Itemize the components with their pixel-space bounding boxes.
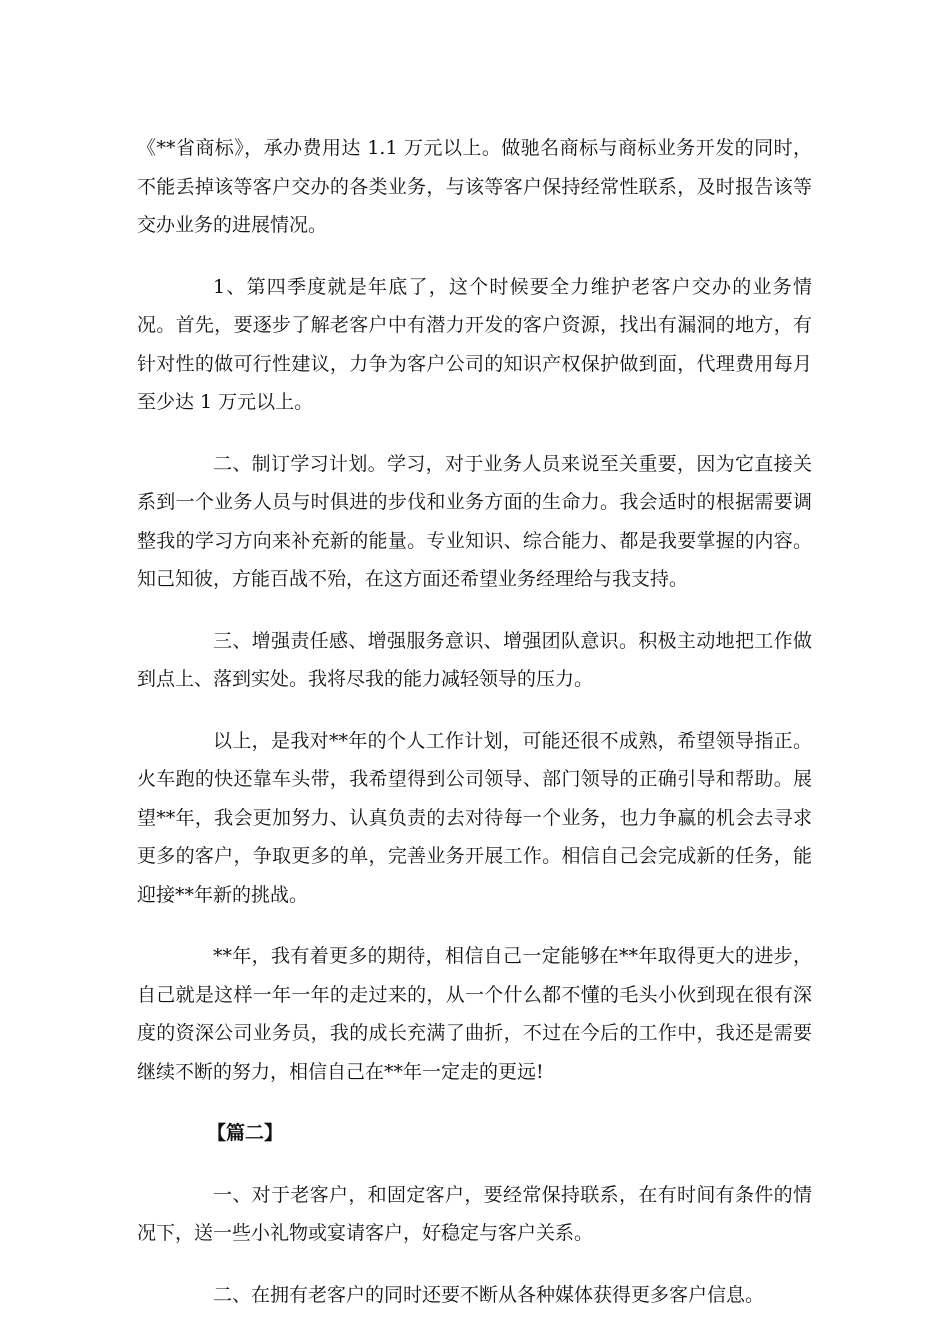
paragraph-conclusion: 以上，是我对**年的个人工作计划，可能还很不成熟，希望领导指正。火车跑的快还靠车头带，我希望得到公司领导、部门领导的正确引导和帮助。展望**年，我会更加努力、认真负责的去对待每一个业务，也力争赢的机会去寻求更多的客户，争取更多的单，完善业务开展工作。相信自己会完成新的任务，能迎接**年新的挑战。 [137, 729, 812, 906]
paragraph-point-3: 三、增强责任感、增强服务意识、增强团队意识。积极主动地把工作做到点上、落到实处。我将尽我的能力减轻领导的压力。 [137, 629, 812, 690]
paragraph-point-1: 1、第四季度就是年底了，这个时候要全力维护老客户交办的业务情况。首先，要逐步了解老客户中有潜力开发的客户资源，找出有漏洞的地方，有针对性的做可行性建议，力争为客户公司的知识产权保护做到面，代理费用每月至少达 1 万元以上。 [137, 275, 812, 413]
document-page [137, 129, 812, 1314]
paragraph-expectation: **年，我有着更多的期待，相信自己一定能够在**年取得更大的进步，自己就是这样一年一年的走过来的，从一个什么都不懂的毛头小伙到现在很有深度的资深公司业务员，我的成长充满了曲折，不过在今后的工作中，我还是需要继续不断的努力，相信自己在**年一定走的更远! [137, 945, 812, 1083]
section-paragraph-2: 二、在拥有老客户的同时还要不断从各种媒体获得更多客户信息。 [213, 1283, 765, 1306]
section-heading: 【篇二】 [207, 1122, 284, 1144]
paragraph-trademark-business: 《**省商标》，承办费用达 1.1 万元以上。做驰名商标与商标业务开发的同时，不能丢掉该等客户交办的各类业务，与该等客户保持经常性联系，及时报告该等交办业务的进展情况。 [137, 137, 812, 236]
section-paragraph-1: 一、对于老客户，和固定客户，要经常保持联系，在有时间有条件的情况下，送一些小礼物或宴请客户，好稳定与客户关系。 [137, 1183, 812, 1244]
paragraph-point-2: 二、制订学习计划。学习，对于业务人员来说至关重要，因为它直接关系到一个业务人员与时俱进的步伐和业务方面的生命力。我会适时的根据需要调整我的学习方向来补充新的能量。专业知识、综合能力、都是我要掌握的内容。知己知彼，方能百战不殆，在这方面还希望业务经理给与我支持。 [137, 452, 812, 590]
